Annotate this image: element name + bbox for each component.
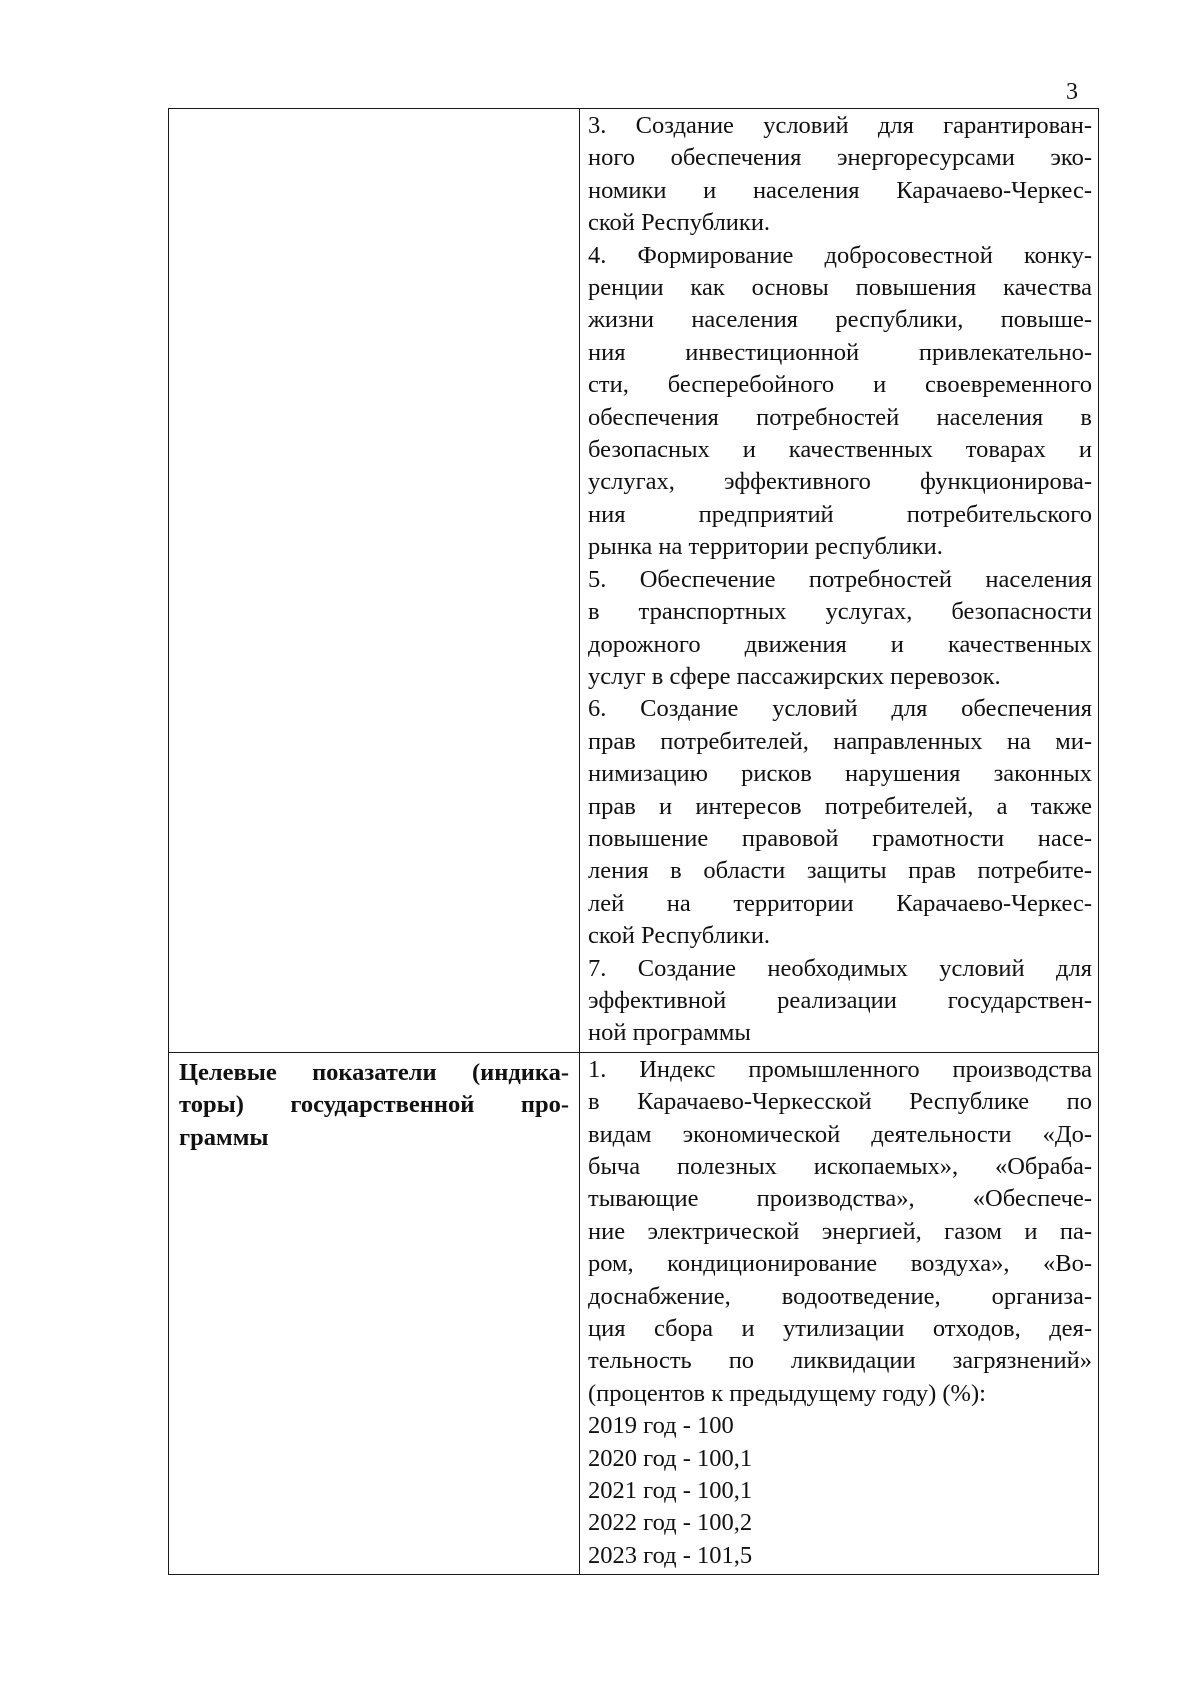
tasks-text-line: прав потребителей, направленных на ми- [588,727,1092,755]
indicators-text-line: 2020 год - 100,1 [588,1444,753,1472]
tasks-text-line: дорожного движения и качественных [588,630,1092,658]
tasks-text-line: ния инвестиционной привлекательно- [588,338,1092,366]
tasks-text-line: сти, бесперебойного и своевременного [588,371,1092,399]
indicators-text-line: видам экономической деятельности «До- [588,1120,1092,1148]
indicators-text-line: в Карачаево-Черкесской Республике по [588,1088,1092,1116]
indicators-heading-line: Целевые показатели (индика- [179,1058,569,1086]
indicators-text-line: 2022 год - 100,2 [588,1509,753,1537]
tasks-text-line: 4. Формирование добросовестной конку- [588,241,1092,269]
table-row-tasks [169,109,1099,1053]
tasks-text-line: безопасных и качественных товарах и [588,436,1092,464]
tasks-text-line: повышение правовой грамотности насе- [588,824,1092,852]
row2-right-cell [580,1052,1099,1575]
tasks-text-line: ренции как основы повышения качества [588,274,1092,302]
tasks-text-line: ного обеспечения энергоресурсами эко- [588,144,1092,172]
tasks-text-line: ской Республики. [588,209,771,237]
indicators-heading-line: граммы [179,1123,269,1151]
tasks-text-line: услугах, эффективного функционирова- [588,468,1092,496]
tasks-text-line: эффективной реализации государствен- [588,986,1092,1014]
row1-left-heading [169,109,579,117]
indicators-text-line: быча полезных ископаемых», «Обраба- [588,1153,1092,1180]
tasks-text-line: ской Республики. [588,922,771,950]
page-number: 3 [1066,79,1078,105]
indicators-text-line: 1. Индекс промышленного производства [588,1055,1092,1083]
row1-left-cell [169,109,580,1053]
tasks-text-line: обеспечения потребностей населения в [588,403,1092,431]
tasks-text-line: 6. Создание условий для обеспечения [588,695,1092,723]
indicators-text-line: 2019 год - 100 [588,1412,734,1440]
tasks-text-line: рынка на территории республики. [588,533,943,561]
tasks-text-line: нимизацию рисков нарушения законных [588,760,1092,788]
indicators-text-line: ция сбора и утилизации отходов, дея- [588,1315,1092,1343]
indicators-text-line: ние электрической энергией, газом и па- [588,1217,1092,1245]
tasks-text-line: номики и населения Карачаево-Черкес- [588,176,1092,204]
indicators-text-line: тельность по ликвидации загрязнений» [588,1347,1092,1375]
indicators-heading [169,1053,579,1158]
indicators-text-line: 2021 год - 100,1 [588,1477,753,1505]
indicators-text-line: доснабжение, водоотведение, организа- [588,1282,1092,1310]
indicators-text [580,1053,1098,1575]
indicators-text-line: (процентов к предыдущему году) (%): [588,1379,986,1407]
tasks-text-line: ния предприятий потребительского [588,500,1092,528]
tasks-text-line: ления в области защиты прав потребите- [588,857,1092,885]
tasks-text-line: 5. Обеспечение потребностей населения [588,565,1092,593]
indicators-text-line: ром, кондиционирование воздуха», «Во- [588,1250,1092,1278]
tasks-text-line: ной программы [588,1019,751,1047]
program-passport-table [168,108,1099,1575]
table-row-indicators [169,1052,1099,1575]
tasks-text-line: в транспортных услугах, безопасности [588,598,1092,626]
indicators-text-line: 2023 год - 101,5 [588,1541,753,1569]
tasks-text-line: услуг в сфере пассажирских перевозок. [588,662,1001,690]
indicators-heading-line: торы) государственной про- [179,1091,569,1119]
tasks-text-line: прав и интересов потребителей, а также [588,792,1092,820]
row1-right-cell [580,109,1099,1053]
tasks-text-line: 7. Создание необходимых условий для [588,954,1092,982]
indicators-text-line: тывающие производства», «Обеспече- [588,1185,1092,1213]
tasks-text-line: лей на территории Карачаево-Черкес- [588,889,1092,917]
tasks-text [580,109,1098,1052]
tasks-text-line: 3. Создание условий для гарантирован- [588,112,1092,139]
tasks-text-line: жизни населения республики, повыше- [588,306,1092,334]
row2-left-cell [169,1052,580,1575]
